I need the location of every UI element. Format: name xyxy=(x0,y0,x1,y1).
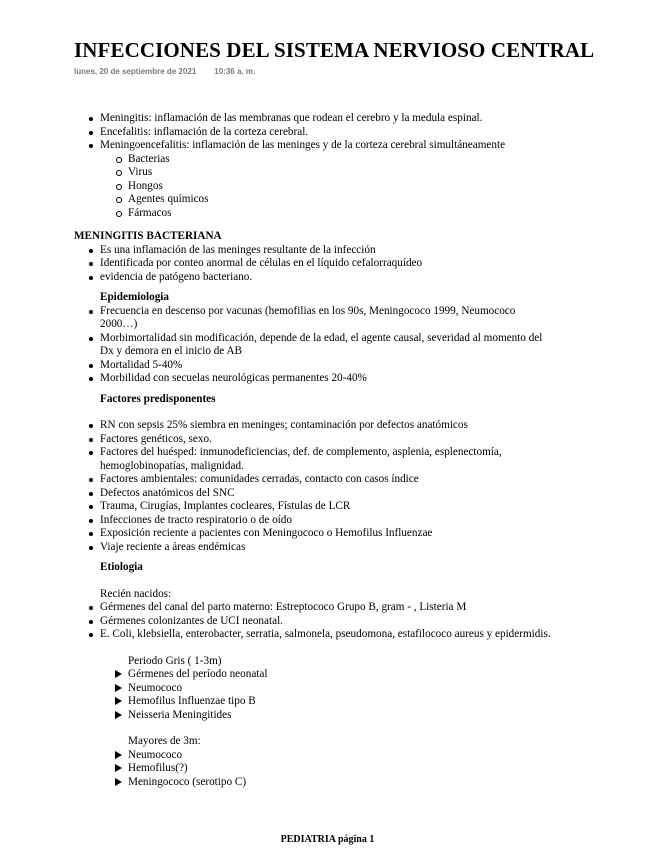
list-item: Defectos anatómicos del SNC xyxy=(74,487,554,501)
list-item: Meningococo (serotipo C) xyxy=(74,776,554,790)
list-item: E. Coli, klebsiella, enterobacter, serratia, salmonela, pseudomona, estafilococo aureus y epidermidis. xyxy=(74,628,554,642)
intro-list xyxy=(74,112,554,153)
page-metadata xyxy=(74,67,255,76)
list-item: Agentes químicos xyxy=(74,193,554,207)
list-item: Frecuencia en descenso por vacunas (hemofilias en los 90s, Meningococo 1999, Neumococo 2000…) xyxy=(74,305,554,332)
list-item: Neumococo xyxy=(74,682,554,696)
list-item: Identificada por conteo anormal de células en el líquido cefalorraquídeo xyxy=(74,257,554,271)
section-heading-meningitis: MENINGITIS BACTERIANA xyxy=(74,230,222,242)
mayores-list xyxy=(74,749,554,790)
mayores-label: Mayores de 3m: xyxy=(128,735,201,747)
list-item: Gérmenes del período neonatal xyxy=(74,668,554,682)
list-item: Viaje reciente a áreas endémicas xyxy=(74,541,554,555)
list-item: Infecciones de tracto respiratorio o de oído xyxy=(74,514,554,528)
section-heading-epidemiologia: Epidemiologia xyxy=(100,291,169,303)
section-heading-factores: Factores predisponentes xyxy=(100,392,216,405)
list-item: Meningitis: inflamación de las membranas que rodean el cerebro y la medula espinal. xyxy=(74,112,554,126)
section-heading-etiologia: Etiologia xyxy=(100,561,143,573)
newborn-label: Recién nacidos: xyxy=(100,587,172,600)
list-item: Factores ambientales: comunidades cerradas, contacto con casos índice xyxy=(74,473,554,487)
gris-label: Periodo Gris ( 1-3m) xyxy=(128,654,222,667)
list-item: Morbilidad con secuelas neurológicas permanentes 20-40% xyxy=(74,372,554,386)
page-footer: PEDIATRIA página 1 xyxy=(280,834,375,845)
gris-list xyxy=(74,668,554,722)
newborn-list xyxy=(74,601,554,642)
list-item: Neumococo xyxy=(74,749,554,763)
list-item: Bacterias xyxy=(74,153,554,167)
list-item: Factores genéticos, sexo. xyxy=(74,433,554,447)
list-item: evidencia de patógeno bacteriano. xyxy=(74,271,554,285)
list-item: RN con sepsis 25% siembra en meninges; contaminación por defectos anatómicos xyxy=(74,419,554,433)
list-item: Es una inflamación de las meninges resultante de la infección xyxy=(74,244,554,258)
list-item: Meningoencefalitis: inflamación de las meninges y de la corteza cerebral simultáneamente xyxy=(74,139,554,153)
causes-list xyxy=(74,153,554,221)
epidemiologia-list xyxy=(74,305,554,386)
list-item: Encefalitis: inflamación de la corteza cerebral. xyxy=(74,126,554,140)
list-item: Exposición reciente a pacientes con Meningococo o Hemofilus Influenzae xyxy=(74,527,554,541)
list-item: Virus xyxy=(74,166,554,180)
meningitis-list xyxy=(74,244,554,285)
list-item: Hemofilus(?) xyxy=(74,762,554,776)
list-item: Mortalidad 5-40% xyxy=(74,359,554,373)
list-item: Trauma, Cirugías, Implantes cocleares, Fístulas de LCR xyxy=(74,500,554,514)
factores-list xyxy=(74,419,554,554)
list-item: Gérmenes colonizantes de UCI neonatal. xyxy=(74,615,554,629)
page-title: INFECCIONES DEL SISTEMA NERVIOSO CENTRAL xyxy=(74,38,595,62)
note-body xyxy=(74,112,554,789)
list-item: Morbimortalidad sin modificación, depende de la edad, el agente causal, severidad al momento del Dx y demora en el inicio de AB xyxy=(74,332,554,359)
list-item: Fármacos xyxy=(74,207,554,221)
page-date: lunes, 20 de septiembre de 2021 xyxy=(74,67,197,76)
list-item: Gérmenes del canal del parto materno: Estreptococo Grupo B, gram - , Listeria M xyxy=(74,601,554,615)
page-time: 10:36 a. m. xyxy=(214,67,256,76)
list-item: Neisseria Meningitides xyxy=(74,709,554,723)
list-item: Factores del huésped: inmunodeficiencias, def. de complemento, asplenia, esplenectomía, hemoglobinopatías, malignidad. xyxy=(74,446,554,473)
list-item: Hemofilus Influenzae tipo B xyxy=(74,695,554,709)
list-item: Hongos xyxy=(74,180,554,194)
